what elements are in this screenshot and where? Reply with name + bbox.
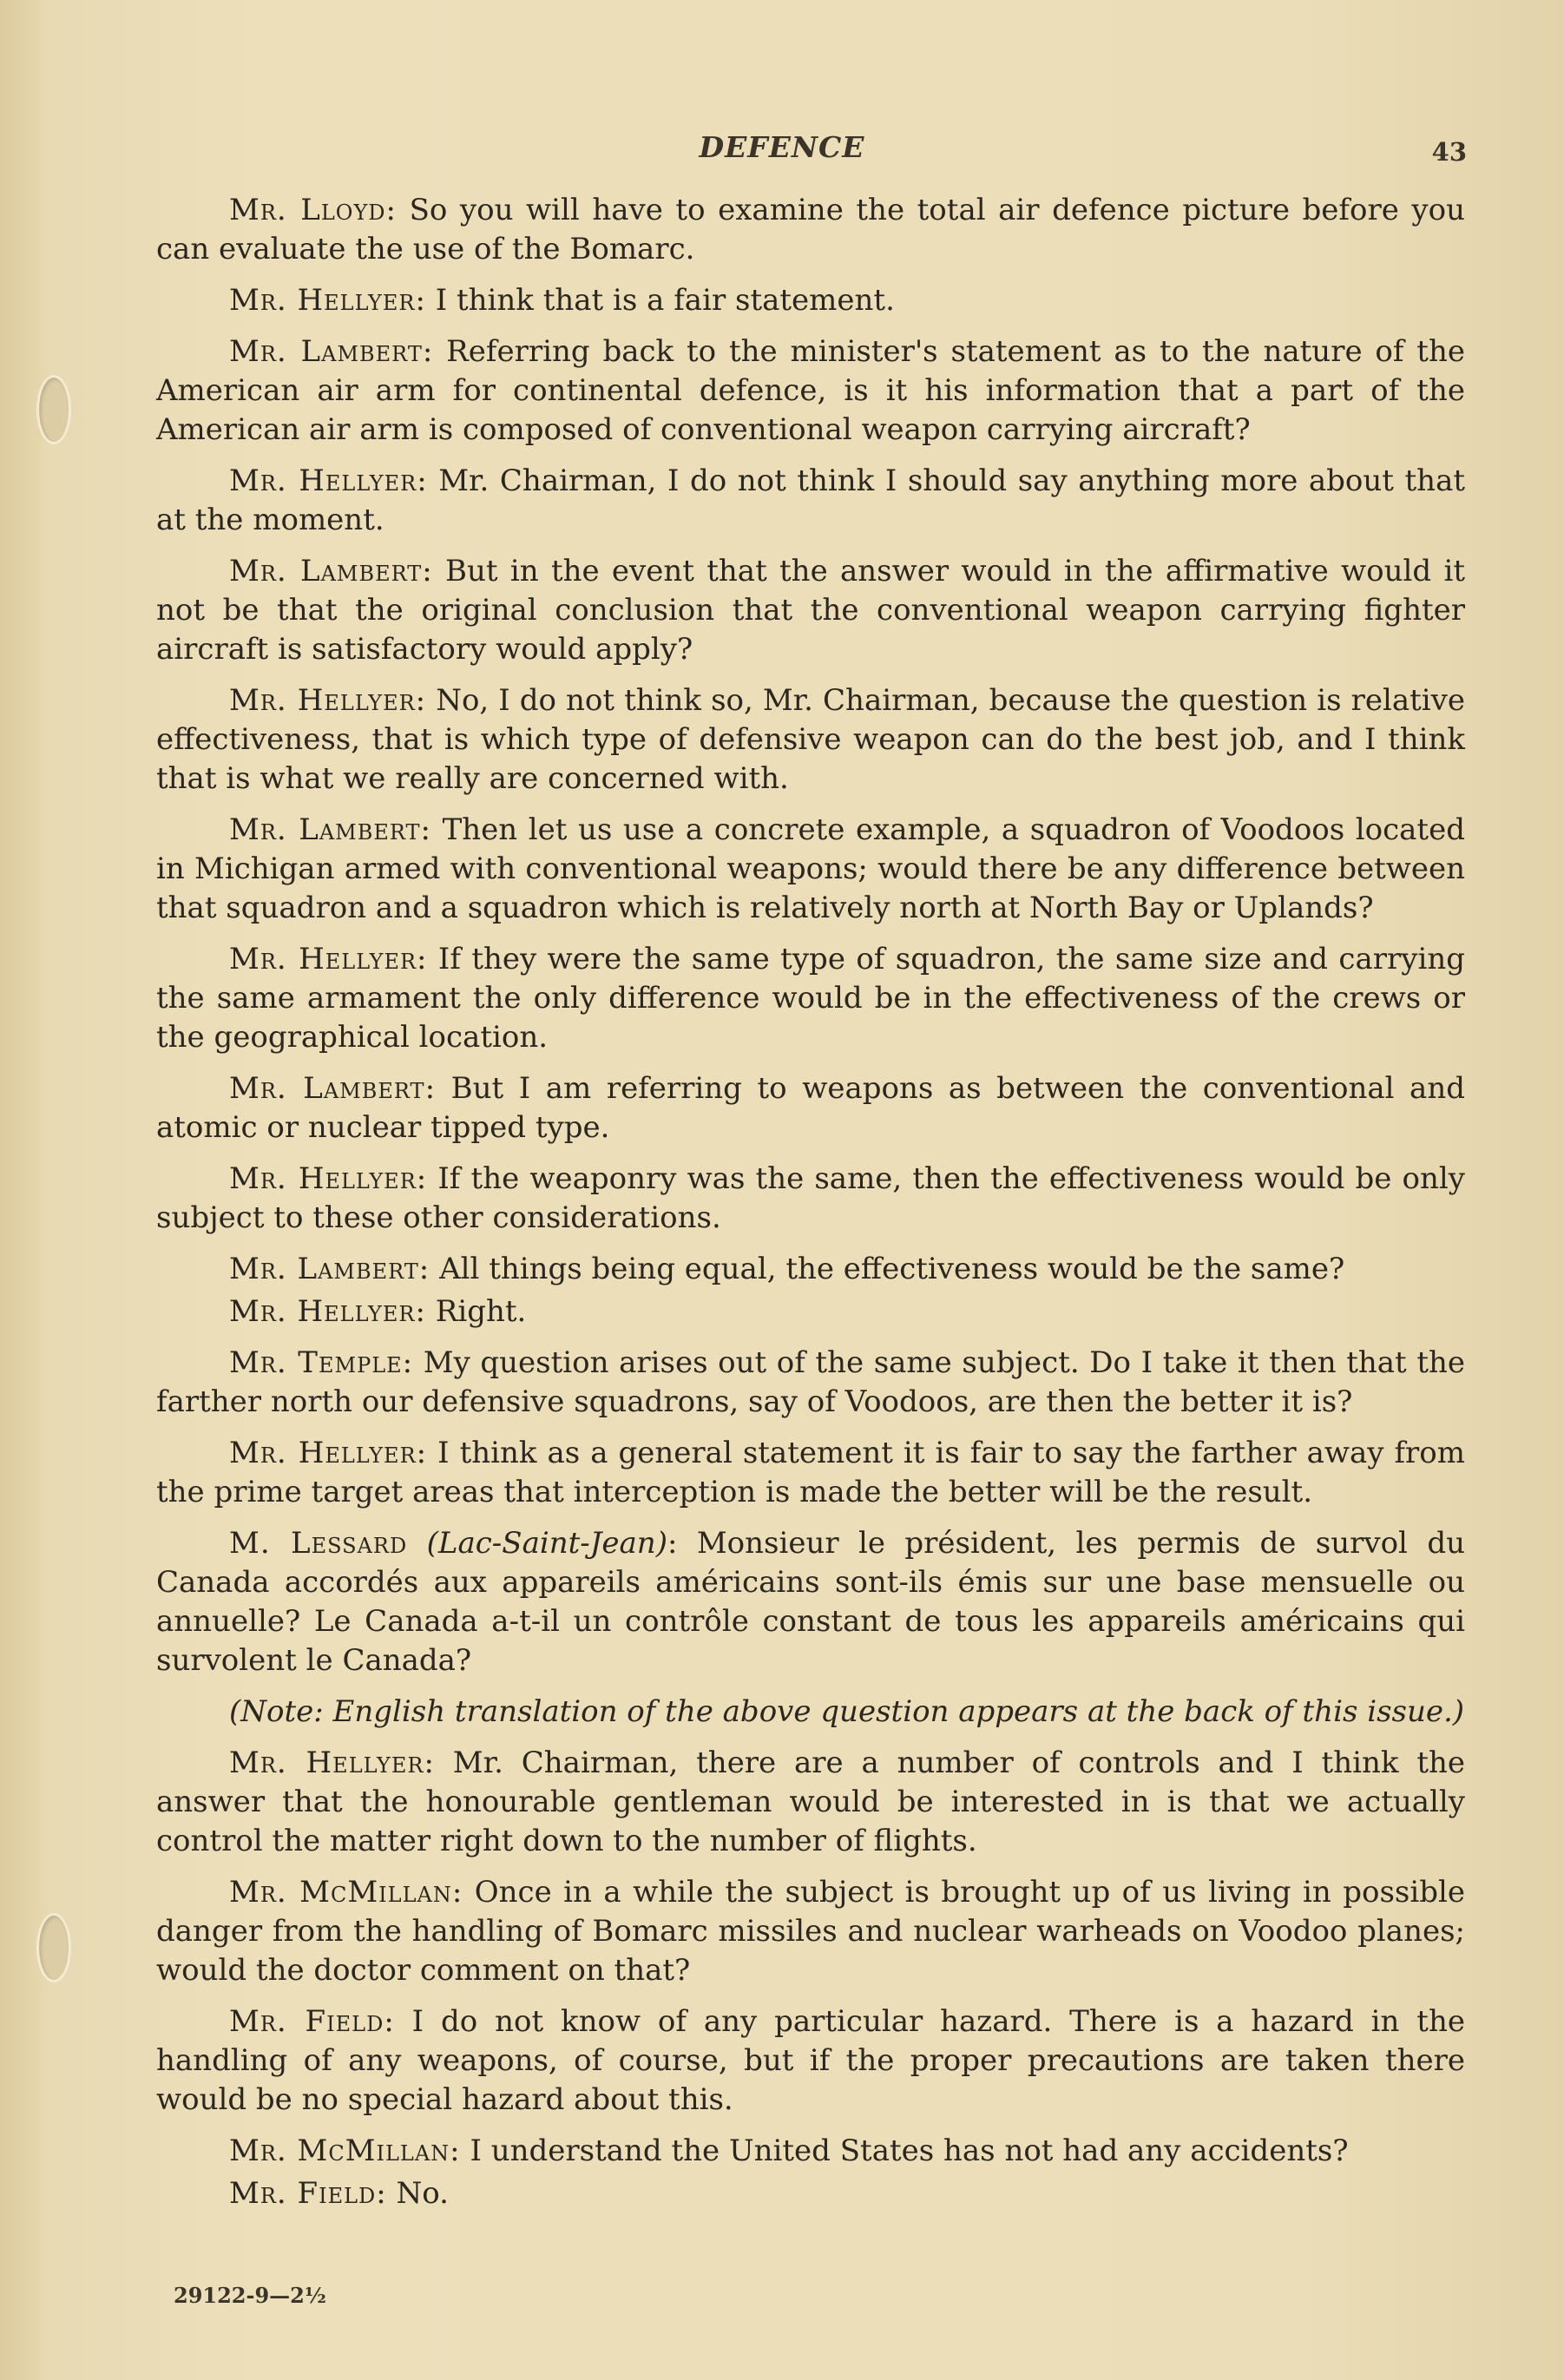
speaker-label: Mr. Field: xyxy=(229,2176,387,2211)
speaker-label: Mr. Lambert: xyxy=(229,1252,430,1286)
transcript-body xyxy=(156,191,1465,2225)
paragraph-text: Once in a while the subject is brought up of us living in possible danger from the handling of Bomarc missiles and nuclear warheads on Voodoo planes; would the doctor comment on that? xyxy=(156,1875,1465,1988)
printer-code: 29122-9—2½ xyxy=(174,2283,326,2308)
paragraph-text: Then let us use a concrete example, a squadron of Voodoos located in Michigan armed with conventional weapons; would there be any difference between that squadron and a squadron which is relatively north at North Bay or Uplands? xyxy=(156,812,1465,925)
paragraph-text: Mr. Chairman, I do not think I should say anything more about that at the moment. xyxy=(156,464,1466,537)
paragraph-19 xyxy=(156,2002,1465,2120)
speaker-label: Mr. Hellyer: xyxy=(229,683,427,718)
translation-note: (Note: English translation of the above question appears at the back of this issue.) xyxy=(229,1694,1465,1729)
paragraph-text: I understand the United States has not had any accidents? xyxy=(470,2133,1349,2168)
paragraph-6 xyxy=(156,681,1465,799)
paragraph-text: No, I do not think so, Mr. Chairman, because the question is relative effectiveness, that is which type of defensive weapon can do the best job, and I think that is what we really are concerned with. xyxy=(156,683,1465,796)
paragraph-text: If the weaponry was the same, then the effectiveness would be only subject to these other considerations. xyxy=(156,1161,1465,1235)
paragraph-11 xyxy=(156,1250,1465,1289)
binding-hole-top xyxy=(36,375,71,444)
paragraph-text: If they were the same type of squadron, the same size and carrying the same armament the only difference would be in the effectiveness of the crews or the geographical location. xyxy=(156,942,1465,1055)
speaker-label: Mr. Hellyer: xyxy=(229,1746,435,1780)
paragraph-2 xyxy=(156,281,1465,320)
paragraph-text: I think that is a fair statement. xyxy=(435,283,895,318)
paragraph-text: Mr. Chairman, there are a number of controls and I think the answer that the honourable gentleman would be interested in is that we actually control the matter right down to the number of flights. xyxy=(156,1746,1465,1858)
page-number: 43 xyxy=(1431,137,1467,167)
paragraph-text: My question arises out of the same subject. Do I take it then that the farther north our defensive squadrons, say of Voodoos, are then the better it is? xyxy=(156,1345,1465,1419)
paragraph-5 xyxy=(156,552,1465,669)
paragraph-text: But in the event that the answer would in the affirmative would it not be that the original conclusion that the conventional weapon carrying fighter aircraft is satisfactory would apply? xyxy=(156,554,1465,667)
paragraph-3 xyxy=(156,332,1465,450)
paragraph-13 xyxy=(156,1344,1465,1422)
paragraph-10 xyxy=(156,1160,1465,1238)
speaker-label: Mr. Hellyer: xyxy=(229,942,428,976)
paragraph-9 xyxy=(156,1069,1465,1147)
paragraph-15 xyxy=(156,1524,1465,1680)
speaker-label: Mr. Lambert: xyxy=(229,334,434,369)
speaker-label: Mr. Lloyd: xyxy=(229,193,397,227)
paragraph-text: Right. xyxy=(435,1294,527,1329)
speaker-label: Mr. McMillan: xyxy=(229,2133,461,2168)
paragraph-1 xyxy=(156,191,1465,269)
speaker-label: Mr. Hellyer: xyxy=(229,1436,428,1470)
paragraph-text: I do not know of any particular hazard. There is a hazard in the handling of any weapons, of course, but if the proper precautions are taken there would be no special hazard about this. xyxy=(156,2004,1465,2117)
paragraph-text: : Monsieur le président, les permis de survol du Canada accordés aux appareils américains sont-ils émis sur une base mensuelle ou annuelle? Le Canada a-t-il un contrôle constant de tous les appareils américains qui survolent le Canada? xyxy=(156,1526,1465,1678)
constituency-label: (Lac-Saint-Jean) xyxy=(426,1526,667,1561)
paragraph-text: So you will have to examine the total air defence picture before you can evaluate the use of the Bomarc. xyxy=(156,193,1465,266)
speaker-label: Mr. Hellyer: xyxy=(229,1161,428,1196)
paragraph-text: But I am referring to weapons as between the conventional and atomic or nuclear tipped type. xyxy=(156,1071,1465,1145)
paragraph-21 xyxy=(156,2174,1465,2213)
paragraph-17 xyxy=(156,1744,1465,1861)
speaker-label: Mr. Lambert: xyxy=(229,1071,437,1106)
running-header-title: DEFENCE xyxy=(699,130,865,164)
paragraph-20 xyxy=(156,2132,1465,2171)
paragraph-8 xyxy=(156,940,1465,1057)
speaker-label: Mr. Field: xyxy=(229,2004,395,2039)
paragraph-text: All things being equal, the effectiveness would be the same? xyxy=(439,1252,1345,1286)
paragraph-12 xyxy=(156,1292,1465,1331)
paragraph-18 xyxy=(156,1873,1465,1990)
paragraph-7 xyxy=(156,811,1465,928)
speaker-label: Mr. Lambert: xyxy=(229,812,432,847)
paragraph-text: Referring back to the minister's statement as to the nature of the American air arm for continental defence, is it his information that a part of the American air arm is composed of conventional weapon carrying aircraft? xyxy=(156,334,1465,447)
speaker-label: M. Lessard xyxy=(229,1526,408,1561)
paragraph-14 xyxy=(156,1434,1465,1512)
speaker-label: Mr. McMillan: xyxy=(229,1875,463,1910)
speaker-label: Mr. Hellyer: xyxy=(229,283,426,318)
paragraph-text: I think as a general statement it is fair to say the farther away from the prime target areas that interception is made the better will be the result. xyxy=(156,1436,1466,1509)
paragraph-4 xyxy=(156,462,1465,540)
speaker-label: Mr. Temple: xyxy=(229,1345,414,1380)
speaker-label: Mr. Hellyer: xyxy=(229,464,428,498)
speaker-label: Mr. Lambert: xyxy=(229,554,433,588)
speaker-label: Mr. Hellyer: xyxy=(229,1294,426,1329)
binding-hole-bottom xyxy=(36,1913,71,1982)
paragraph-text: No. xyxy=(396,2176,449,2211)
